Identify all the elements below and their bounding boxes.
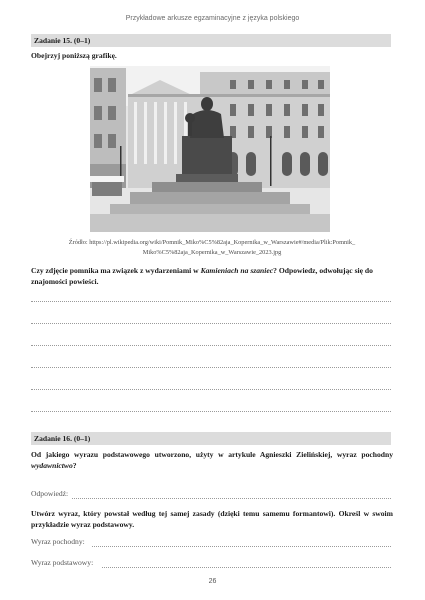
source-line-1: Źródło: https://pl.wikipedia.org/wiki/Pomnik_Miko%C5%82aja_Kopernika_w_Warszawie#/media/Plik:Pomnik_ — [68, 239, 356, 246]
task-15-question — [31, 265, 393, 287]
answer-line[interactable] — [31, 367, 391, 368]
answer-label: Odpowiedź: — [31, 489, 69, 498]
task-16-heading: Zadanie 16. (0–1) — [31, 432, 391, 445]
base-word-label: Wyraz podstawowy: — [31, 558, 94, 567]
book-title: Kamieniach na szaniec — [200, 266, 274, 275]
source-line-2: Miko%C5%82aja_Kopernika_w_Warszawie_2023.jpg — [142, 249, 282, 256]
copernicus-monument-photo — [90, 66, 330, 232]
base-word-fill-line[interactable] — [102, 567, 391, 568]
task-15-heading: Zadanie 15. (0–1) — [31, 34, 391, 47]
answer-line[interactable] — [31, 345, 391, 346]
derived-word-label: Wyraz pochodny: — [31, 537, 85, 546]
derived-word: wydawnictwo — [31, 461, 73, 470]
question-text-1: Czy zdjęcie pomnika ma związek z wydarzeniami w — [31, 266, 201, 275]
answer-line[interactable] — [31, 301, 391, 302]
answer-fill-line[interactable] — [72, 498, 391, 499]
answer-line[interactable] — [31, 323, 391, 324]
page-number: 26 — [208, 578, 217, 585]
answer-line[interactable] — [31, 411, 391, 412]
question-text-2: ? — [72, 461, 77, 470]
question-text-1: Od jakiego wyrazu podstawowego utworzono, użyty w artykule Agnieszki Zielińskiej, wyraz pochodny — [31, 450, 393, 459]
answer-line[interactable] — [31, 389, 391, 390]
photo-source — [31, 238, 393, 258]
task-16-instruction: Utwórz wyraz, który powstał według tej samej zasady (dzięki temu samemu formantowi). Określ w swoim przykładzie wyraz podstawowy. — [31, 509, 393, 529]
derived-word-fill-line[interactable] — [92, 546, 391, 547]
page-header: Przykładowe arkusze egzaminacyjne z języka polskiego — [125, 15, 300, 22]
task-15-instruction: Obejrzyj poniższą grafikę. — [31, 51, 117, 60]
question-text-2: ? Odpowiedz, odwołując się do znajomości powieści. — [31, 266, 373, 286]
task-16-question — [31, 449, 393, 471]
